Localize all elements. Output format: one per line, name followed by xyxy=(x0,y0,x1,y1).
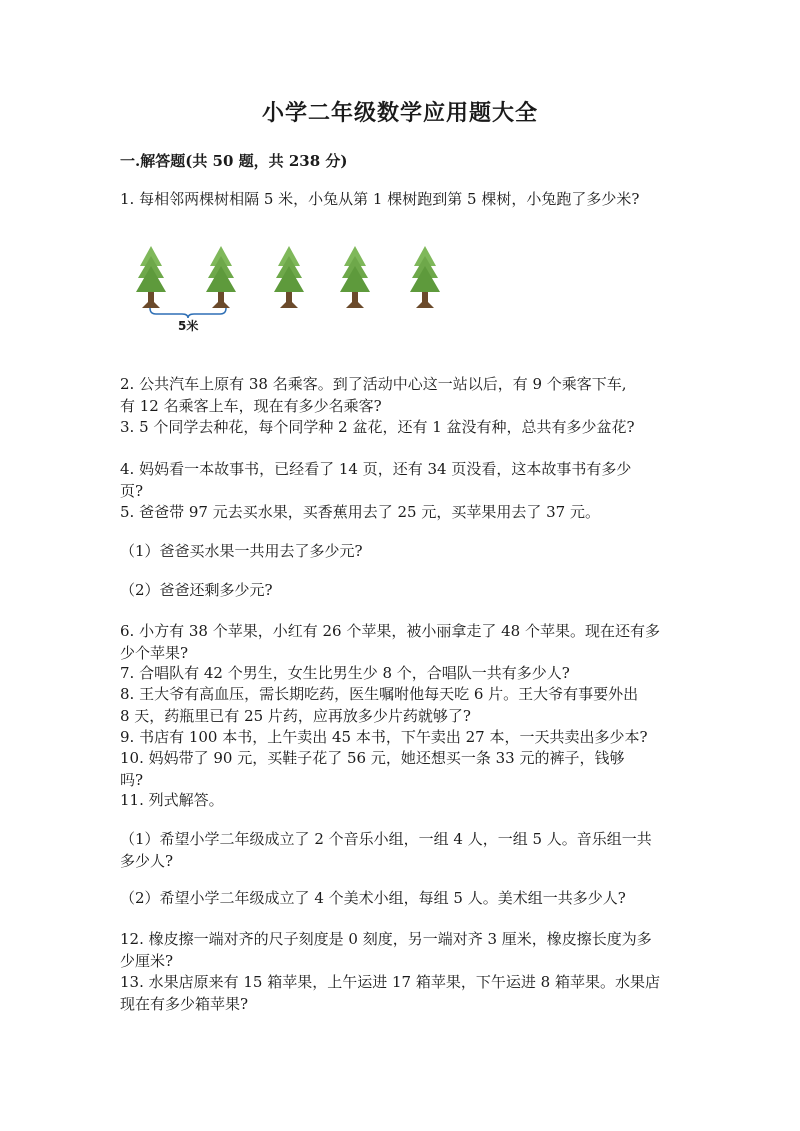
question-11: 11. 列式解答。 xyxy=(120,791,224,809)
question-2: 2. 公共汽车上原有 38 名乘客。到了活动中心这一站以后，有 9 个乘客下车, xyxy=(120,375,627,393)
question-7: 7. 合唱队有 42 个男生，女生比男生少 8 个，合唱队一共有多少人? xyxy=(120,664,570,682)
question-13-cont: 现在有多少箱苹果? xyxy=(120,995,249,1013)
question-13: 13. 水果店原来有 15 箱苹果，上午运进 17 箱苹果，下午运进 8 箱苹果。水果店 xyxy=(120,973,660,991)
distance-label: 5米 xyxy=(178,319,199,333)
tree-icon-3 xyxy=(274,246,304,308)
question-6-cont: 少个苹果? xyxy=(120,644,189,662)
question-10: 10. 妈妈带了 90 元，买鞋子花了 56 元，她还想买一条 33 元的裤子，钱够 xyxy=(120,749,625,767)
question-8: 8. 王大爷有高血压，需长期吃药，医生嘱咐他每天吃 6 片。王大爷有事要外出 xyxy=(120,685,639,703)
question-9: 9. 书店有 100 本书，上午卖出 45 本书，下午卖出 27 本，一天共卖出多少本? xyxy=(120,728,648,746)
question-4: 4. 妈妈看一本故事书，已经看了 14 页，还有 34 页没看，这本故事书有多少 xyxy=(120,460,632,478)
tree-icon-1 xyxy=(136,246,166,308)
question-5: 5. 爸爸带 97 元去买水果，买香蕉用去了 25 元，买苹果用去了 37 元。 xyxy=(120,503,600,521)
tree-icon-5 xyxy=(410,246,440,308)
question-11-part-1: （1）希望小学二年级成立了 2 个音乐小组，一组 4 人，一组 5 人。音乐组一共 xyxy=(120,830,652,848)
question-12-cont: 少厘米? xyxy=(120,952,174,970)
section-heading: 一.解答题(共 50 题，共 238 分) xyxy=(120,152,348,170)
question-4-cont: 页? xyxy=(120,482,144,500)
question-12: 12. 橡皮擦一端对齐的尺子刻度是 0 刻度，另一端对齐 3 厘米，橡皮擦长度为多 xyxy=(120,930,652,948)
question-11-part-1-cont: 多少人? xyxy=(120,852,174,870)
question-5-part-2: （2）爸爸还剩多少元? xyxy=(120,581,273,599)
question-11-part-2: （2）希望小学二年级成立了 4 个美术小组，每组 5 人。美术组一共多少人? xyxy=(120,889,626,907)
question-10-cont: 吗? xyxy=(120,771,144,789)
question-5-part-1: （1）爸爸买水果一共用去了多少元? xyxy=(120,542,363,560)
page-title: 小学二年级数学应用题大全 xyxy=(261,100,538,126)
question-8-cont: 8 天，药瓶里已有 25 片药，应再放多少片药就够了? xyxy=(120,707,471,725)
tree-icon-4 xyxy=(340,246,370,308)
question-2-cont: 有 12 名乘客上车，现在有多少名乘客? xyxy=(120,397,382,415)
question-3: 3. 5 个同学去种花，每个同学种 2 盆花，还有 1 盆没有种，总共有多少盆花? xyxy=(120,418,635,436)
question-1: 1. 每相邻两棵树相隔 5 米，小兔从第 1 棵树跑到第 5 棵树，小兔跑了多少米? xyxy=(120,190,640,208)
question-6: 6. 小方有 38 个苹果，小红有 26 个苹果，被小丽拿走了 48 个苹果。现在还有多 xyxy=(120,622,660,640)
tree-icon-2 xyxy=(206,246,236,308)
